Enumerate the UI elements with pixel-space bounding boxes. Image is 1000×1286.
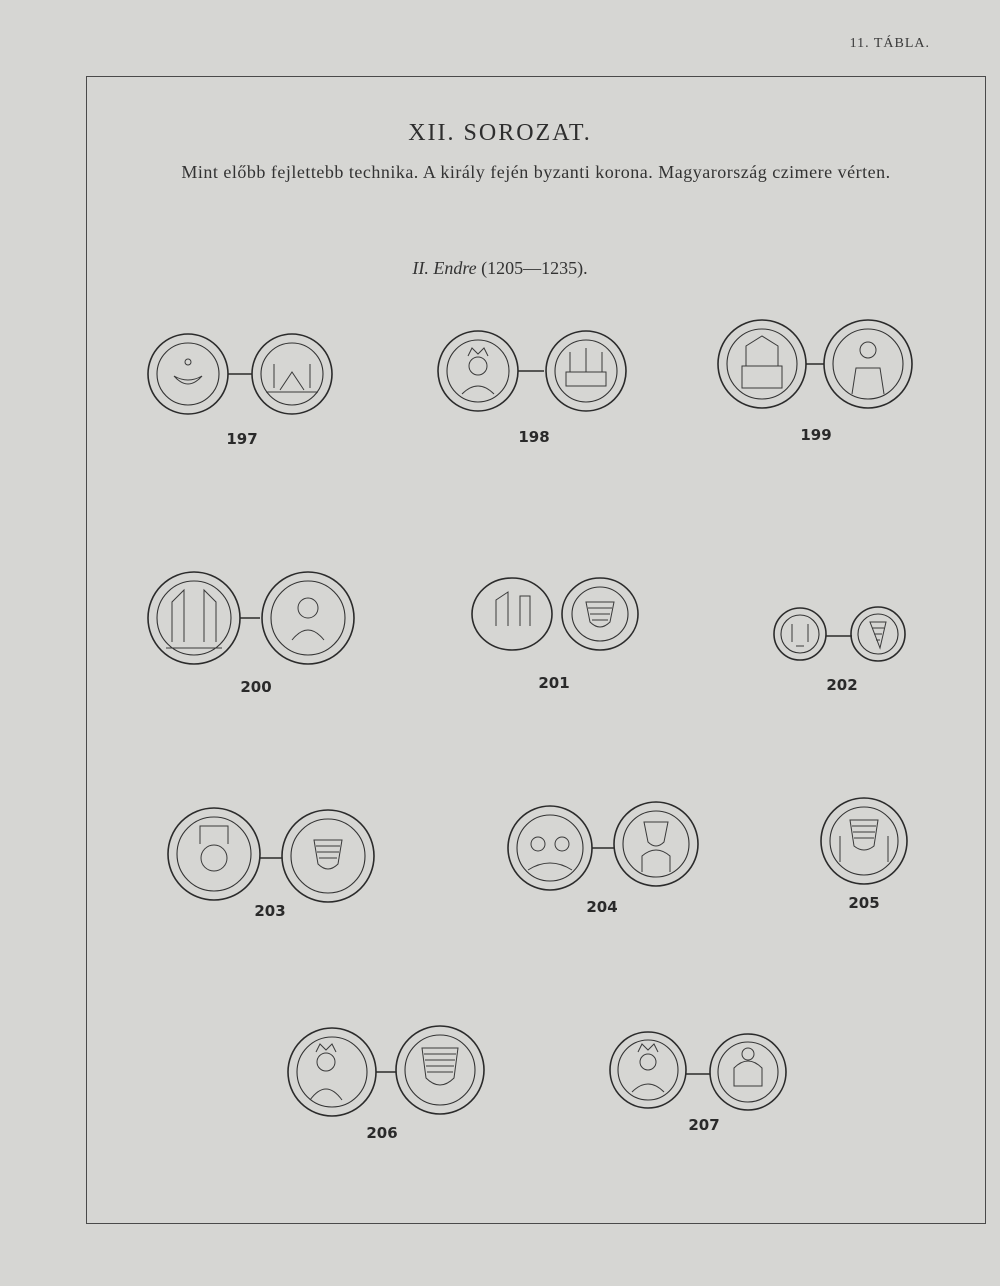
- coin-number-203: 203: [254, 902, 286, 920]
- ruler-years: (1205—1235).: [481, 258, 588, 278]
- coin-figure-201: [470, 574, 642, 654]
- coin-figure-200: [144, 572, 356, 668]
- coin-figure-206: [286, 1022, 486, 1120]
- coin-number-199: 199: [800, 426, 832, 444]
- coin-figure-197: [146, 332, 336, 418]
- coin-figure-205: [816, 796, 912, 886]
- coin-figure-203: [164, 806, 376, 902]
- coin-figure-204: [506, 798, 700, 892]
- series-title: XII. SOROZAT.: [408, 120, 592, 146]
- coin-figure-207: [608, 1028, 788, 1112]
- ruler-name: II. Endre: [412, 258, 477, 278]
- coin-number-202: 202: [826, 676, 858, 694]
- coin-number-197: 197: [226, 430, 258, 448]
- page-label: 11. TÁBLA.: [849, 36, 930, 51]
- coin-number-204: 204: [586, 898, 618, 916]
- coin-figure-198: [436, 328, 630, 414]
- coin-number-198: 198: [518, 428, 550, 446]
- coin-number-207: 207: [688, 1116, 720, 1134]
- coin-figure-202: [772, 604, 908, 664]
- coin-number-201: 201: [538, 674, 570, 692]
- coin-number-206: 206: [366, 1124, 398, 1142]
- coin-number-205: 205: [848, 894, 880, 912]
- coin-figure-199: [716, 318, 914, 410]
- coin-number-200: 200: [240, 678, 272, 696]
- series-subtitle: Mint előbb fejlettebb technika. A király fején byzanti korona. Magyarország czimere vérten.: [181, 162, 891, 182]
- ruler-heading: [0, 258, 1000, 279]
